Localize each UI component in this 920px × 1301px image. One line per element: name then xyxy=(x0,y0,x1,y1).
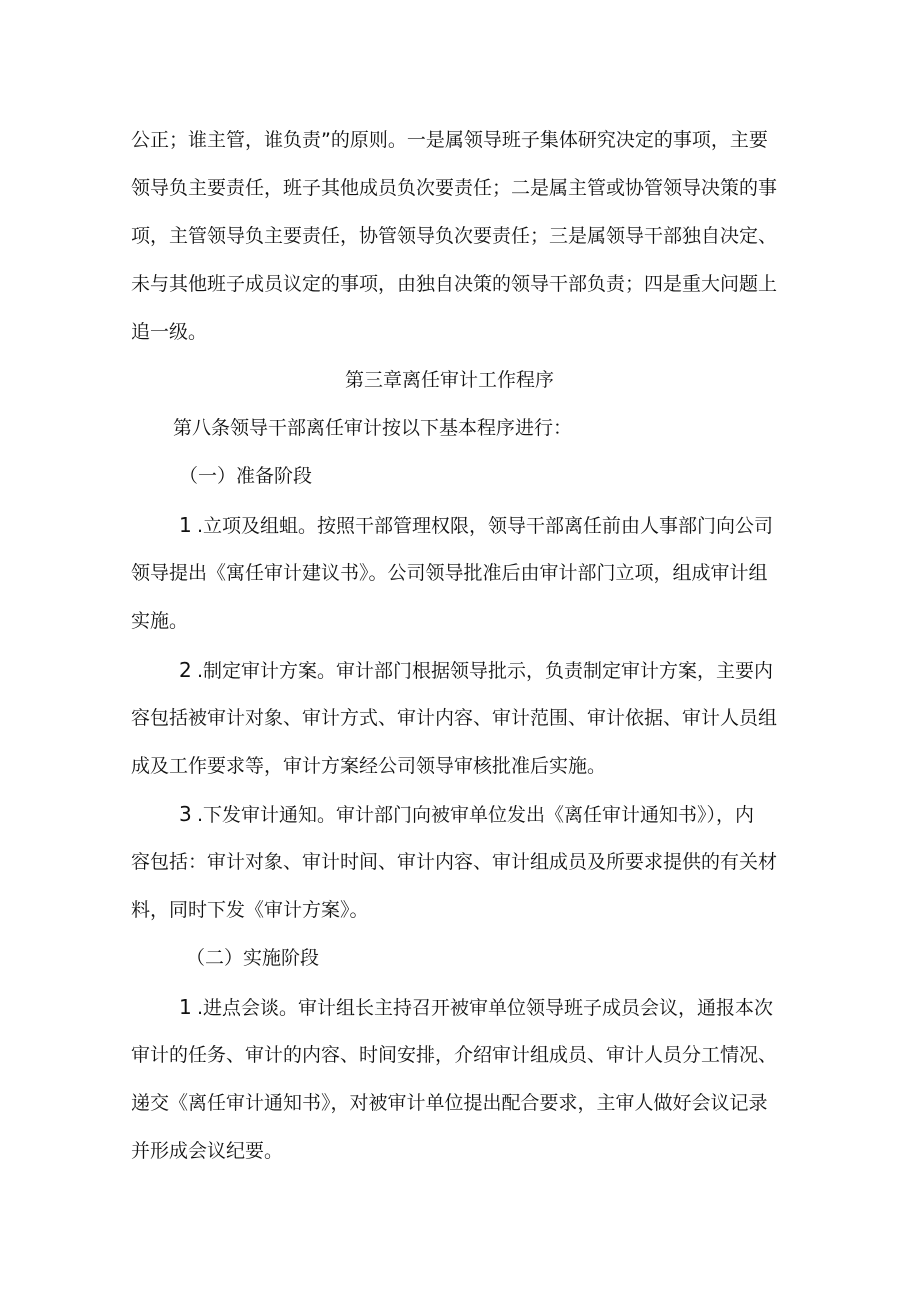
section-2-item-1-line-2: 审计的任务、审计的内容、时间安排，介绍审计组成员、审计人员分工情况、 xyxy=(131,1044,778,1066)
paragraph-1-line-2: 领导负主要责任，班子其他成员负次要责任；二是属主管或协管领导决策的事 xyxy=(131,177,778,199)
item-text: .下发审计通知。审计部门向被审单位发出《离任审计通知书》），内 xyxy=(197,804,755,826)
section-2-item-1-line-4: 并形成会议纪要。 xyxy=(131,1140,284,1162)
paragraph-1-line-5: 追一级。 xyxy=(131,321,208,343)
article-8-text: 第八条领导干部离任审计按以下基本程序进行： xyxy=(173,417,573,439)
item-number: 1 xyxy=(179,513,192,537)
section-1-item-3-line-3: 料，同时下发《审计方案》。 xyxy=(131,899,369,921)
item-text: .进点会谈。审计组长主持召开被审单位领导班子成员会议，通报本次 xyxy=(197,997,774,1019)
section-2-item-1-line-3: 递交《离任审计通知书》，对被审计单位提出配合要求，主审人做好会议记录 xyxy=(131,1092,768,1114)
item-number: 1 xyxy=(179,995,192,1019)
section-1-heading: （一）准备阶段 xyxy=(179,465,313,487)
section-1-item-3-line-1 xyxy=(179,802,754,827)
section-1-item-1-line-2: 领导提出《寓任审计建议书》。公司领导批准后由审计部门立项，组成审计组 xyxy=(131,562,768,584)
paragraph-1-line-3: 项，主管领导负主要责任，协管领导负次要责任；三是属领导干部独自决定、 xyxy=(131,225,778,247)
chapter-title: 第三章离任审计工作程序 xyxy=(345,369,555,391)
paragraph-1-line-1: 公正；谁主管，谁负责”的原则。一是属领导班子集体研究决定的事项，主要 xyxy=(131,129,768,151)
section-1-item-1-line-3: 实施。 xyxy=(131,610,189,632)
section-1-item-2-line-3: 成及工作要求等，审计方案经公司领导审核批准后实施。 xyxy=(131,755,607,777)
section-1-item-2-line-2: 容包括被审计对象、审计方式、审计内容、审计范围、审计依据、审计人员组 xyxy=(131,707,778,729)
paragraph-1-line-4: 未与其他班子成员议定的事项，由独自决策的领导干部负责；四是重大问题上 xyxy=(131,273,778,295)
section-1-item-3-line-2: 容包括：审计对象、审计时间、审计内容、审计组成员及所要求提供的有关材 xyxy=(131,851,778,873)
section-1-item-2-line-1 xyxy=(179,658,773,683)
item-text: .制定审计方案。审计部门根据领导批示，负责制定审计方案，主要内 xyxy=(197,660,774,682)
section-2-item-1-line-1 xyxy=(179,995,773,1020)
item-number: 3 xyxy=(179,802,192,826)
section-1-item-1-line-1 xyxy=(179,513,773,538)
item-number: 2 xyxy=(179,658,192,682)
item-text: .立项及组蛆。按照干部管理权限，领导干部离任前由人事部门向公司 xyxy=(197,515,774,537)
section-2-heading: （二）实施阶段 xyxy=(186,947,320,969)
